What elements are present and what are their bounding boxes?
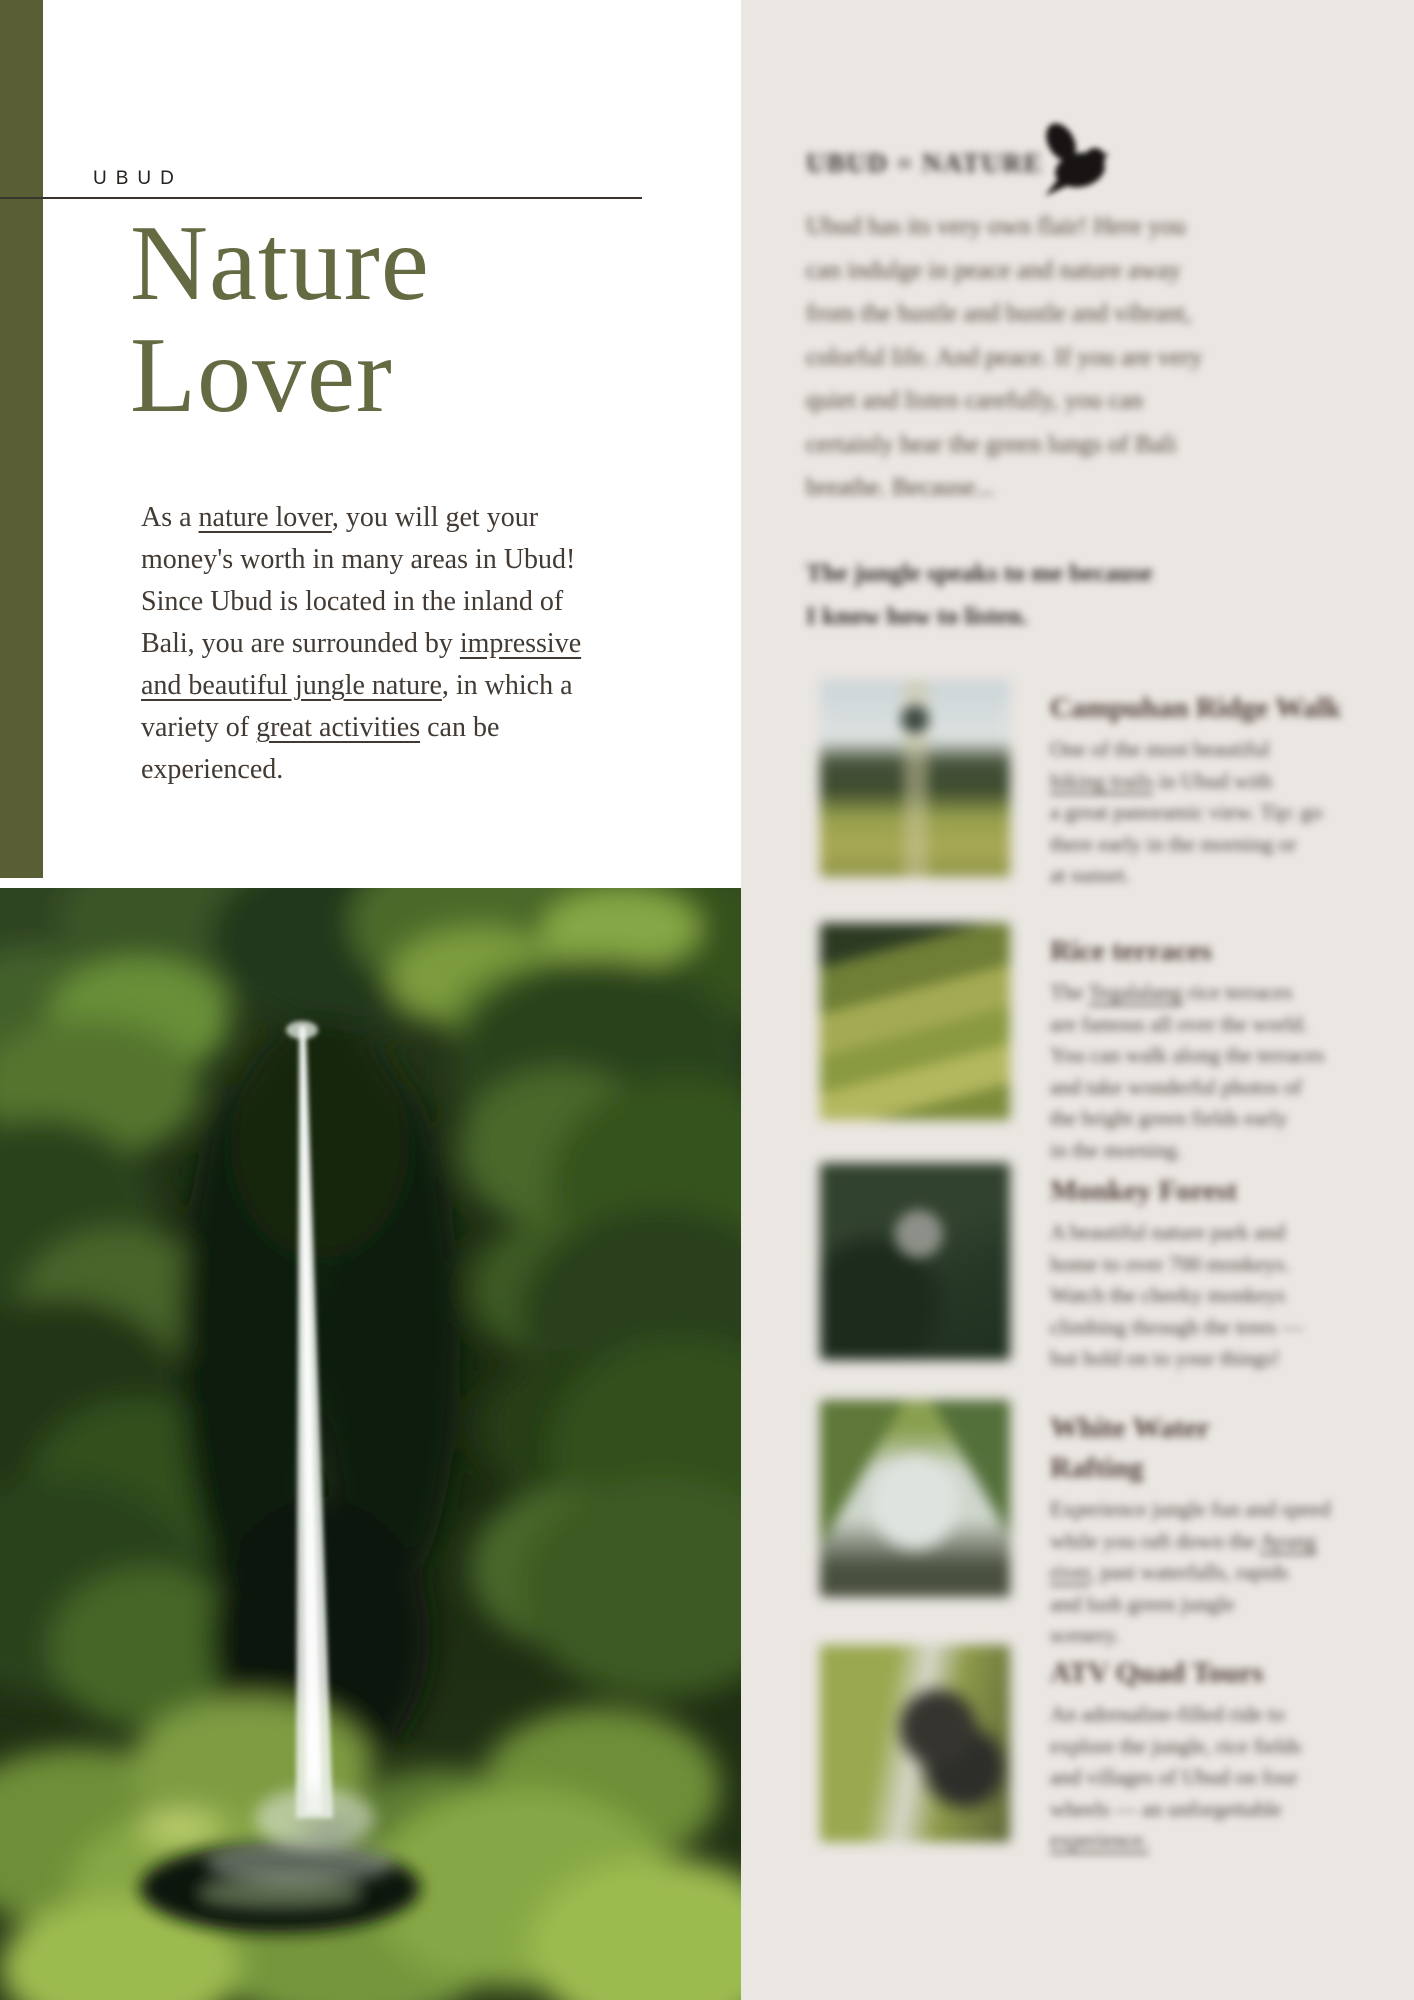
activity-body-line — [1050, 1040, 1410, 1072]
activity-body-underlined-text: Ayung — [1259, 1528, 1317, 1553]
right-intro-line: certainly hear the green lungs of Bali — [806, 430, 1177, 458]
activity-body-text: home to over 700 monkeys. — [1050, 1251, 1290, 1276]
activity-body-text: rice terraces — [1182, 980, 1293, 1004]
activity-body-text: An adrenaline-filled ride to — [1050, 1702, 1285, 1726]
page-title-line-2: Lover — [130, 316, 393, 435]
activity-body-line — [1050, 766, 1410, 798]
intro-text: Since Ubud is located in the inland of — [141, 586, 564, 617]
activity-body-line — [1050, 1526, 1410, 1558]
activity-body-line — [1050, 1762, 1410, 1794]
intro-text: , you will get your — [331, 502, 539, 533]
activity-body-line — [1050, 1699, 1410, 1731]
activity-body-text: One of the most beautiful — [1050, 737, 1270, 761]
intro-underlined-text: nature lover — [198, 502, 332, 533]
activity-body-text: while you raft down the — [1050, 1528, 1260, 1553]
activity-body-text: A beautiful nature park and — [1050, 1220, 1286, 1244]
activity-title — [1050, 1408, 1410, 1488]
activity-text — [1050, 688, 1410, 892]
activity-body-text: The — [1050, 980, 1089, 1004]
activity-body-text: scenery. — [1050, 1623, 1120, 1647]
activity-title-line: Campuhan Ridge Walk — [1050, 692, 1342, 724]
activity-body-text: wheels — an unforgettable — [1050, 1796, 1282, 1821]
activity-title-line: Rice terraces — [1050, 935, 1212, 967]
activity-body-underlined-text: Tegalalang — [1088, 980, 1183, 1004]
activity-body-line — [1050, 1135, 1410, 1167]
intro-line — [141, 707, 581, 749]
activity-body-text: there early in the morning or — [1050, 831, 1297, 856]
activity-description — [1050, 1217, 1410, 1375]
activity-body-line — [1050, 1343, 1410, 1375]
activity-body-line — [1050, 1103, 1410, 1135]
quote-line: The jungle speaks to me because — [806, 560, 1153, 587]
intro-underlined-text: impressive — [459, 628, 582, 659]
intro-line — [141, 581, 581, 623]
intro-line — [141, 623, 581, 665]
rice-terraces-thumbnail — [820, 923, 1010, 1120]
activity-body-line — [1050, 1217, 1410, 1249]
activity-body-text: the bright green fields early — [1050, 1106, 1288, 1130]
waterfall-jungle-illustration — [0, 888, 741, 2000]
activity-body-text: , past waterfalls, rapids — [1089, 1560, 1289, 1584]
atv-quad-thumbnail — [820, 1645, 1010, 1842]
activity-text — [1050, 1171, 1410, 1375]
activity-text — [1050, 1653, 1410, 1857]
activity-body-underlined-text: river — [1050, 1560, 1090, 1584]
activity-body-underlined-text: hiking trails — [1050, 768, 1154, 793]
activity-body-line — [1050, 1312, 1410, 1344]
intro-text: , in which a — [441, 670, 573, 701]
right-intro-paragraph — [806, 205, 1202, 510]
right-intro-line: quiet and listen carefully, you can — [806, 387, 1144, 414]
intro-text: As a — [141, 502, 199, 533]
page-title-line-1: Nature — [130, 204, 430, 323]
kicker-rule — [0, 197, 642, 199]
activity-body-text: a great panoramic view. Tip: go — [1050, 800, 1323, 824]
activity-body-line — [1050, 1620, 1410, 1652]
activity-description — [1050, 734, 1410, 892]
intro-text: Bali, you are surrounded by — [141, 628, 460, 659]
activity-body-line — [1050, 1794, 1410, 1826]
right-column — [741, 0, 1414, 2000]
activity-body-line — [1050, 977, 1410, 1009]
activity-body-text: and lush green jungle — [1050, 1591, 1235, 1616]
section-kicker: UBUD — [93, 168, 183, 189]
activity-title-line: Rafting — [1050, 1452, 1144, 1484]
intro-line — [141, 539, 581, 581]
activity-body-text: climbing through the trees — — [1050, 1314, 1304, 1339]
quote-line: I know how to listen. — [806, 603, 1028, 630]
activity-description — [1050, 977, 1410, 1166]
activity-body-text: explore the jungle, rice fields — [1050, 1733, 1302, 1758]
ridge-walk-thumbnail — [820, 680, 1010, 877]
activity-body-line — [1050, 1825, 1410, 1857]
activity-body-text: but hold on to your things! — [1050, 1346, 1280, 1370]
activity-description — [1050, 1494, 1410, 1652]
activity-body-line — [1050, 1589, 1410, 1621]
activity-body-line — [1050, 1280, 1410, 1312]
activity-body-line — [1050, 734, 1410, 766]
activity-body-line — [1050, 1072, 1410, 1104]
monkey-forest-thumbnail — [820, 1163, 1010, 1360]
activity-body-text: in the morning. — [1050, 1137, 1182, 1162]
right-heading: UBUD = NATURE — [806, 148, 1043, 178]
intro-line — [141, 749, 581, 791]
activity-title — [1050, 688, 1410, 728]
activity-body-text: Experience jungle fun and speed — [1050, 1497, 1331, 1521]
activity-body-text: at sunset. — [1050, 863, 1131, 887]
right-intro-line: can indulge in peace and nature away — [806, 256, 1181, 284]
bird-icon — [1039, 112, 1109, 204]
right-intro-line: Ubud has its very own flair! Here you — [806, 213, 1186, 240]
activity-body-text: Watch the cheeky monkeys — [1050, 1283, 1286, 1307]
rafting-thumbnail — [820, 1400, 1010, 1597]
activity-body-text: You can walk along the terraces — [1050, 1043, 1325, 1067]
accent-bar — [0, 0, 43, 878]
page-title — [130, 204, 430, 435]
intro-text: experienced. — [141, 754, 284, 785]
intro-underlined-text: and beautiful jungle nature — [141, 670, 442, 701]
activity-title — [1050, 931, 1410, 971]
right-intro-line: breathe. Because... — [806, 474, 995, 501]
activity-title — [1050, 1171, 1410, 1211]
activity-body-line — [1050, 1731, 1410, 1763]
activity-body-underlined-text: experience. — [1050, 1828, 1149, 1852]
activity-title-line: Monkey Forest — [1050, 1175, 1238, 1207]
activity-description — [1050, 1699, 1410, 1857]
activity-body-line — [1050, 829, 1410, 861]
activity-body-text: are famous all over the world. — [1050, 1011, 1308, 1036]
intro-underlined-text: great activities — [256, 712, 421, 743]
intro-paragraph — [141, 497, 581, 791]
intro-line — [141, 665, 581, 707]
activity-title-line: White Water — [1050, 1412, 1210, 1444]
activity-body-line — [1050, 860, 1410, 892]
waterfall-jungle-photo — [0, 888, 741, 2000]
activity-title-line: ATV Quad Tours — [1050, 1657, 1264, 1689]
activity-title — [1050, 1653, 1410, 1693]
intro-text: variety of — [141, 712, 257, 743]
activity-body-line — [1050, 1249, 1410, 1281]
intro-text: money's worth in many areas in Ubud! — [141, 544, 576, 575]
activity-body-line — [1050, 1557, 1410, 1589]
activity-body-text: and villages of Ubud on four — [1050, 1765, 1298, 1789]
activity-body-line — [1050, 1494, 1410, 1526]
activity-body-text: and take wonderful photos of — [1050, 1074, 1302, 1099]
intro-line — [141, 497, 581, 539]
activity-text — [1050, 1408, 1410, 1652]
right-intro-line: from the hustle and bustle and vibrant, — [806, 300, 1192, 327]
activity-body-text: in Ubud with — [1153, 768, 1273, 793]
activity-text — [1050, 931, 1410, 1166]
right-intro-line: colorful life. And peace. If you are very — [806, 343, 1203, 371]
activity-body-line — [1050, 1009, 1410, 1041]
jungle-quote — [806, 552, 1153, 638]
activity-body-line — [1050, 797, 1410, 829]
intro-text: can be — [420, 712, 500, 743]
